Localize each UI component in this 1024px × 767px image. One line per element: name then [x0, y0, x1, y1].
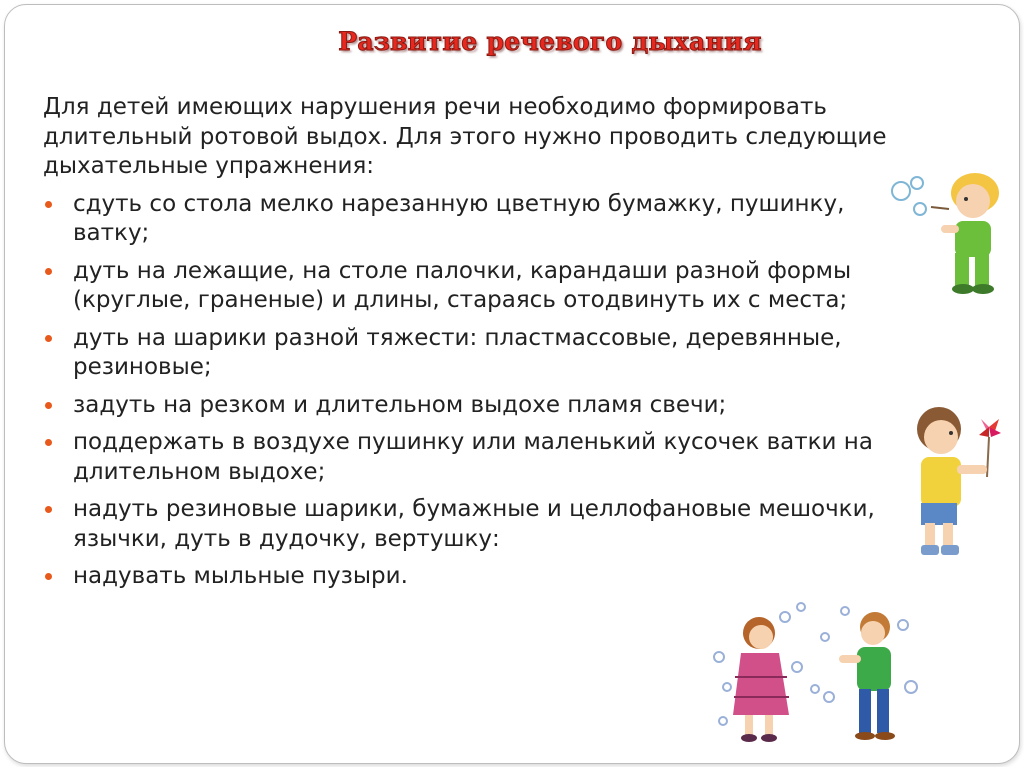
intro-paragraph: Для детей имеющих нарушения речи необходимо формировать длительный ротовой выдох. Для этого нужно проводить следующие дыхательные упражнения:	[43, 94, 887, 179]
children-blowing-bubbles-illustration	[705, 597, 935, 747]
bullet-icon	[45, 335, 52, 342]
list-item	[43, 562, 923, 592]
bullet-icon	[45, 201, 52, 208]
list-item-text: дуть на шарики разной тяжести: пластмассовые, деревянные, резиновые;	[73, 324, 842, 380]
list-item	[43, 495, 923, 554]
bullet-icon	[45, 573, 52, 580]
slide-title: Развитие речевого дыхания	[338, 27, 762, 56]
list-item	[43, 428, 923, 487]
boy-with-pinwheel-illustration	[907, 397, 1007, 562]
list-item-text: дуть на лежащие, на столе палочки, карандаши разной формы (круглые, граненые) и длины, стараясь отодвинуть их с места;	[73, 257, 852, 313]
slide-content	[43, 93, 923, 600]
bullet-icon	[45, 268, 52, 275]
list-item-text: надуть резиновые шарики, бумажные и целлофановые мешочки, язычки, дуть в дудочку, вертушку:	[73, 496, 875, 552]
list-item	[43, 324, 923, 383]
list-item	[43, 257, 923, 316]
list-item-text: поддержать в воздухе пушинку или маленький кусочек ватки на длительном выдохе;	[73, 429, 873, 485]
list-item	[43, 391, 923, 421]
list-item-text: надувать мыльные пузыри.	[73, 563, 408, 589]
bullet-icon	[45, 439, 52, 446]
bullet-icon	[45, 506, 52, 513]
exercise-list	[43, 190, 923, 592]
slide-frame	[4, 4, 1020, 764]
boy-blowing-bubbles-illustration	[887, 155, 1017, 300]
list-item-text: задуть на резком и длительном выдохе пламя свечи;	[73, 391, 727, 418]
list-item-text: сдуть со стола мелко нарезанную цветную бумажку, пушинку, ватку;	[73, 190, 845, 246]
bullet-icon	[45, 402, 52, 409]
list-item	[43, 190, 923, 249]
